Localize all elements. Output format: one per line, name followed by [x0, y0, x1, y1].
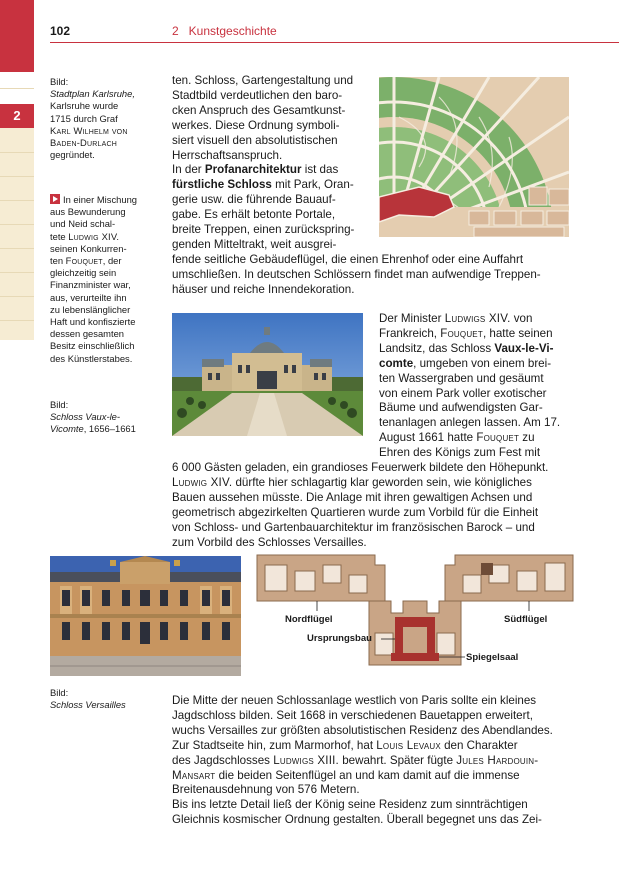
- caption-title: Vicomte: [50, 423, 84, 435]
- caption-label: Bild:: [50, 687, 69, 698]
- rail-divider: [0, 152, 34, 153]
- text-line: wuchs Versailles zur größten absolutistischen Residenz des Abendlandes.: [172, 723, 553, 737]
- label-ursprungsbau: Ursprungsbau: [307, 633, 372, 644]
- note-text: zu lebenslänglicher: [50, 303, 131, 315]
- text-line: siert visuell den absolutistischen: [172, 133, 338, 147]
- text-line: [172, 754, 569, 769]
- person-name: Jules Hardouin-: [456, 753, 539, 767]
- caption-date: , 1656–1661: [83, 423, 136, 435]
- text-line: Bis ins letzte Detail ließ der König seine Residenz zum sinnträchtigen: [172, 798, 528, 812]
- text-span: , umgeben von einem brei-: [413, 356, 552, 370]
- rail-divider: [0, 176, 34, 177]
- caption-title: Stadtplan Karlsruhe,: [50, 88, 135, 100]
- caption-person: Karl Wilhelm von: [50, 124, 128, 136]
- person-name: Louis Levaux: [376, 738, 441, 752]
- paragraph-intro-narrow: [172, 74, 371, 253]
- text-line: gabe. Es erhält betonte Portale,: [172, 208, 336, 222]
- rail-divider: [0, 248, 34, 249]
- caption-label: Bild:: [50, 76, 69, 87]
- text-line: von einem Park voller exotischer: [379, 386, 547, 400]
- text-line: Breitenausdehnung von 576 Metern.: [172, 783, 360, 797]
- text-line: [172, 178, 371, 193]
- text-line: [379, 357, 569, 372]
- term-profanarchitektur: Profanarchitektur: [204, 163, 302, 177]
- note-text: In einer Mischung: [63, 194, 137, 205]
- rail-divider: [0, 272, 34, 273]
- text-line: Stadtbild verdeutlichen den baro-: [172, 88, 343, 102]
- text-line: 6 000 Gästen geladen, ein grandioses Feuerwerk bildete den Höhepunkt.: [172, 461, 549, 474]
- note-text: Finanzminister war,: [50, 279, 131, 291]
- person-name: Fouquet: [440, 326, 483, 340]
- caption-text: gegründet.: [50, 149, 95, 161]
- caption-text: Karlsruhe wurde: [50, 100, 119, 112]
- text-line: werkes. Diese Ordnung symboli-: [172, 118, 340, 132]
- text-span: Der Minister: [379, 312, 445, 325]
- label-suedfluegel: Südflügel: [504, 614, 548, 625]
- text-line: Bauen aussehen müsste. Die Anlage mit ihren gewaltigen Achsen und: [172, 490, 533, 504]
- caption-person: Baden-Durlach: [50, 137, 117, 149]
- caption-title: Schloss Vaux-le-: [50, 411, 120, 423]
- text-line: ten. Schloss, Gartengestaltung und: [172, 74, 354, 87]
- margin-note-vaux: [50, 399, 162, 436]
- note-text: Haft und konfiszierte: [50, 316, 136, 328]
- text-span: dürfte hier schlagartig klar geworden sein, wie königliches: [232, 475, 532, 489]
- label-spiegelsaal: Spiegelsaal: [466, 652, 519, 663]
- versailles-photo: [50, 556, 241, 676]
- text-line: [379, 312, 569, 327]
- term-fuerstliche-schloss: fürstliche Schloss: [172, 178, 272, 192]
- text-span: Frankreich,: [379, 326, 441, 340]
- versailles-floor-plan: [255, 553, 575, 673]
- text-span: Landsitz, das Schloss: [379, 341, 495, 355]
- note-text: des Künstlerstabes.: [50, 352, 133, 364]
- rail-cream-block: [0, 128, 34, 340]
- text-line: Gleichnis kosmischer Ordnung gestalten. Überall begegnet uns das Zei-: [172, 813, 542, 827]
- note-text: seinen Konkurren-: [50, 242, 127, 254]
- paragraph-versailles: [172, 694, 569, 828]
- play-arrow-icon[interactable]: [50, 194, 60, 204]
- text-line: [172, 476, 569, 491]
- header-rule: [50, 42, 619, 43]
- text-line: [172, 163, 371, 178]
- text-span: des Jagdschlosses: [172, 753, 274, 767]
- paragraph-vaux-wide: [172, 461, 569, 550]
- note-text: , der: [102, 255, 122, 267]
- margin-note-fouquet: [50, 194, 162, 365]
- rail-divider: [0, 296, 34, 297]
- floor-plan-drawing: [255, 553, 575, 673]
- text-line: häuser und reiche Innendekoration.: [172, 282, 355, 296]
- note-text: aus, verurteilte ihn: [50, 291, 127, 303]
- text-line: breite Treppen, einen zurückspring-: [172, 223, 355, 237]
- person-name: Ludwigs XIII.: [273, 753, 339, 767]
- text-line: gerie usw. die führende Bauauf-: [172, 193, 336, 207]
- text-span: den Charakter: [440, 738, 518, 752]
- text-line: cken Anspruch des Gesamtkunst-: [172, 103, 346, 117]
- note-text: aus Bewunderung: [50, 206, 126, 218]
- text-span: August 1661 hatte: [379, 431, 477, 445]
- rail-accent-block: [0, 0, 34, 72]
- caption-title: Schloss Versailles: [50, 699, 126, 711]
- person-name: Ludwigs XIV.: [444, 312, 511, 325]
- text-line: [379, 342, 569, 357]
- rail-divider: [0, 88, 34, 89]
- text-line: [172, 769, 569, 784]
- term-vaux: Vaux-le-Vi-: [494, 341, 554, 355]
- chapter-tab-rail: [0, 0, 34, 877]
- text-span: ist das: [301, 163, 339, 177]
- text-line: ten Wassergraben und gesäumt: [379, 371, 544, 385]
- person-name: Fouquet: [476, 431, 520, 445]
- text-span: In der: [172, 163, 205, 177]
- margin-note-versailles: [50, 687, 162, 711]
- text-line: Die Mitte der neuen Schlossanlage westlich von Paris sollte ein kleines: [172, 694, 537, 707]
- karlsruhe-plan-image: [379, 77, 569, 237]
- text-line: zum Vorbild des Schlosses Versailles.: [172, 535, 367, 549]
- note-person: Ludwig XIV.: [68, 230, 120, 242]
- caption-label: Bild:: [50, 399, 69, 410]
- note-text: und Neid schal-: [50, 218, 116, 230]
- person-name: Ludwig XIV.: [172, 475, 233, 489]
- text-span: bewahrt. Später fügte: [338, 753, 457, 767]
- vaux-le-vicomte-photo: [172, 313, 363, 436]
- label-nordfluegel: Nordflügel: [285, 614, 333, 625]
- vaux-le-vicomte-drawing: [172, 313, 363, 436]
- text-line: Bäume und aufwendigsten Gar-: [379, 401, 543, 415]
- rail-divider: [0, 224, 34, 225]
- chapter-title: 2 Kunstgeschichte: [172, 24, 277, 38]
- text-line: umschließen. In deutschen Schlössern findet man aufwendige Treppen-: [172, 267, 541, 281]
- paragraph-intro-wide: [172, 253, 569, 298]
- note-person: Fouquet: [65, 255, 103, 267]
- text-span: mit Park, Oran-: [271, 178, 354, 192]
- text-line: genden Mitteltrakt, weit ausgrei-: [172, 237, 337, 251]
- note-text: ten: [50, 255, 64, 267]
- paragraph-vaux-narrow: [379, 312, 569, 461]
- text-line: fende seitliche Gebäudeflügel, die einen Ehrenhof oder eine Auffahrt: [172, 253, 524, 266]
- text-line: Jagdschloss bilden. Seit 1668 in verschiedenen Bauetappen erweitert,: [172, 708, 533, 722]
- text-line: tenanlagen anlegen lassen. Am 17.: [379, 416, 561, 430]
- rail-divider: [0, 320, 34, 321]
- text-span: Zur Stadtseite hin, zum Marmorhof, hat: [172, 738, 377, 752]
- note-text: Besitz einschließlich: [50, 340, 135, 352]
- text-line: geometrisch abgezirkelten Quartieren wurde zum Vorbild für die Einheit: [172, 505, 539, 519]
- text-span: , hatte seinen: [482, 326, 553, 340]
- rail-divider: [0, 200, 34, 201]
- text-line: von Schloss- und Gartenbauarchitektur im französischen Barock – und: [172, 520, 535, 534]
- text-line: Ehren des Königs zum Fest mit: [379, 446, 541, 460]
- person-name: Mansart: [172, 768, 216, 782]
- karlsruhe-plan-drawing: [379, 77, 569, 237]
- caption-text: 1715 durch Graf: [50, 112, 118, 124]
- chapter-tab-active[interactable]: 2: [0, 104, 34, 128]
- text-line: [379, 327, 569, 342]
- text-line: Herrschaftsanspruch.: [172, 148, 283, 162]
- versailles-drawing: [50, 556, 241, 676]
- term-vaux: comte: [379, 356, 414, 370]
- page-number: 102: [50, 24, 71, 38]
- text-span: von: [510, 312, 533, 325]
- text-line: [172, 739, 569, 754]
- note-text: tete: [50, 230, 66, 242]
- text-line: [379, 431, 569, 446]
- note-text: dessen gesamten: [50, 328, 125, 340]
- margin-note-karlsruhe: [50, 76, 162, 161]
- note-text: gleichzeitig sein: [50, 267, 117, 279]
- text-span: die beiden Seitenflügel an und kam damit auf die immense: [215, 768, 520, 782]
- text-span: zu: [519, 431, 535, 445]
